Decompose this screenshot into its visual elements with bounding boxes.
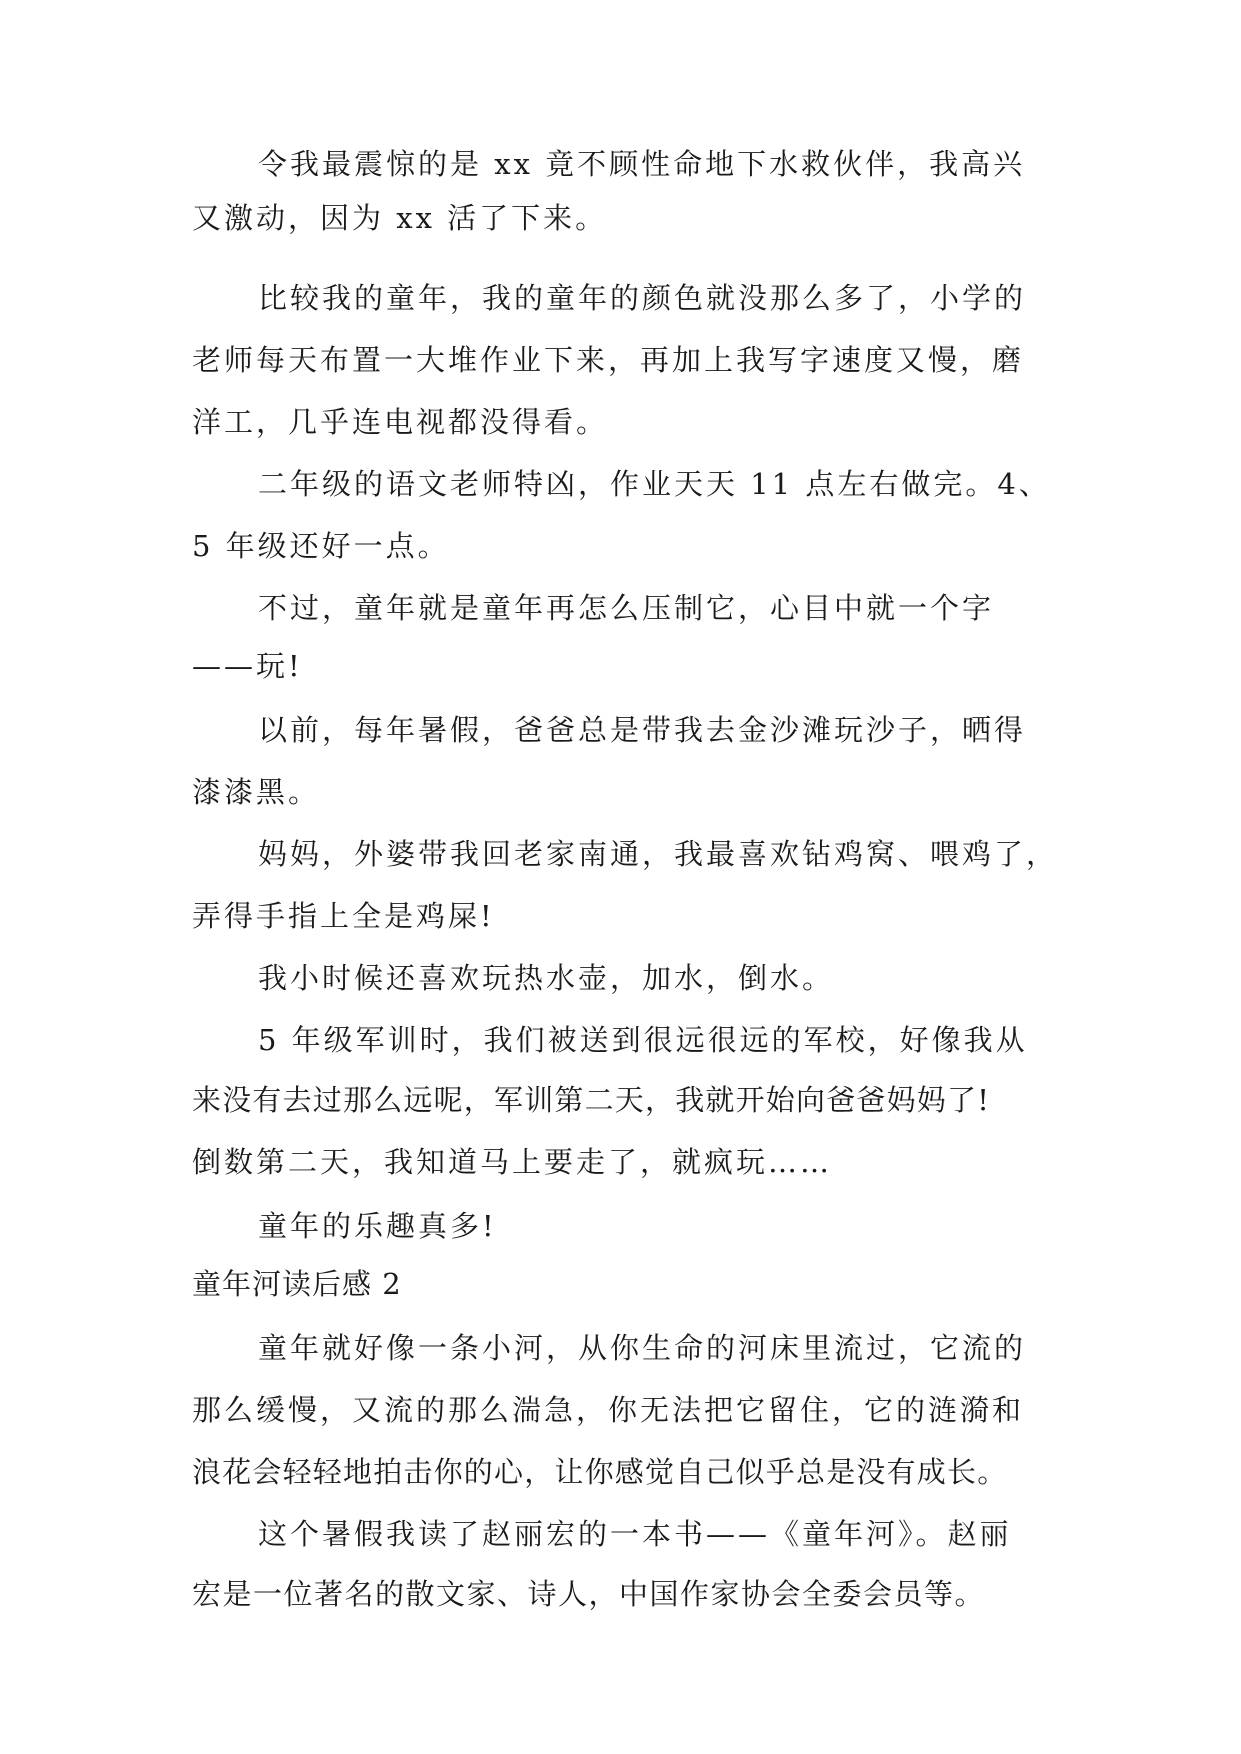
text-line: 洋工，几乎连电视都没得看。 [192,405,609,439]
text-line: 宏是一位著名的散文家、诗人，中国作家协会全委会员等。 [192,1577,986,1611]
text-line: 漆漆黑。 [192,775,321,809]
text-line: 又激动，因为 xx 活了下来。 [192,201,608,235]
text-line: 妈妈，外婆带我回老家南通，我最喜欢钻鸡窝、喂鸡了， [258,837,1059,871]
text-line: 5 年级军训时，我们被送到很远很远的军校，好像我从 [258,1023,1028,1057]
text-line: 童年的乐趣真多! [258,1209,497,1243]
text-line: 倒数第二天，我知道马上要走了，就疯玩…… [192,1145,833,1179]
text-line: 这个暑假我读了赵丽宏的一本书——《童年河》。赵丽 [258,1517,1012,1551]
text-line: 来没有去过那么远呢，军训第二天，我就开始向爸爸妈妈了! [192,1083,991,1117]
text-line: ——玩! [192,649,303,683]
text-line: 我小时候还喜欢玩热水壶，加水，倒水。 [258,961,835,995]
text-line: 浪花会轻轻地拍击你的心，让你感觉自己似乎总是没有成长。 [192,1455,1008,1489]
text-line: 二年级的语文老师特凶，作业天天 11 点左右做完。4、 [258,467,1051,501]
text-line: 5 年级还好一点。 [192,529,450,563]
text-line: 童年就好像一条小河，从你生命的河床里流过，它流的 [258,1331,1027,1365]
text-line: 令我最震惊的是 xx 竟不顾性命地下水救伙伴，我高兴 [258,147,1026,181]
section-heading: 童年河读后感 2 [192,1267,402,1301]
text-line: 那么缓慢，又流的那么湍急，你无法把它留住，它的涟漪和 [192,1393,1025,1427]
text-line: 比较我的童年，我的童年的颜色就没那么多了，小学的 [258,281,1027,315]
text-line: 老师每天布置一大堆作业下来，再加上我写字速度又慢，磨 [192,343,1025,377]
text-line: 不过，童年就是童年再怎么压制它，心目中就一个字 [258,591,995,625]
text-line: 弄得手指上全是鸡屎! [192,899,495,933]
text-line: 以前，每年暑假，爸爸总是带我去金沙滩玩沙子，晒得 [258,713,1027,747]
